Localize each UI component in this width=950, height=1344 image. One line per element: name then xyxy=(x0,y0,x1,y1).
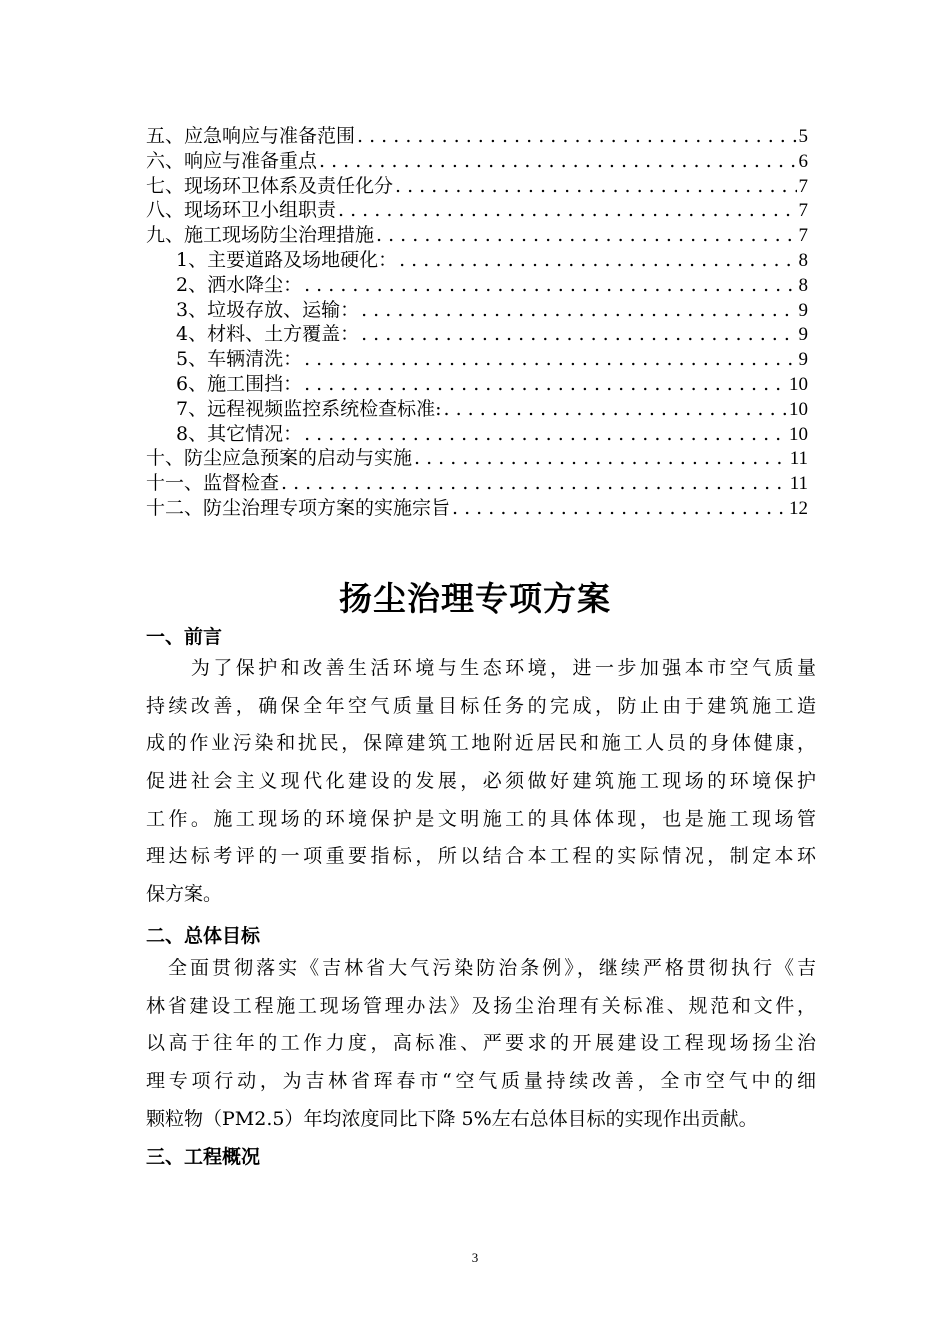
toc-entry-label: 十、防尘应急预案的启动与实施 xyxy=(146,447,413,470)
toc-dot-leader xyxy=(338,198,796,223)
toc-entry[interactable] xyxy=(146,397,808,422)
toc-entry[interactable] xyxy=(146,223,808,248)
toc-dot-leader xyxy=(444,397,788,422)
toc-entry[interactable] xyxy=(146,446,808,471)
toc-entry[interactable] xyxy=(146,174,808,199)
toc-dot-leader xyxy=(304,372,787,397)
toc-dot-leader xyxy=(376,223,796,248)
table-of-contents xyxy=(146,124,808,521)
toc-entry-label: 十二、防尘治理专项方案的实施宗旨 xyxy=(146,496,451,519)
toc-dot-leader xyxy=(304,422,787,447)
toc-entry-page: 8 xyxy=(798,249,808,271)
toc-entry-page: 9 xyxy=(798,349,808,371)
toc-entry-label: 五、应急响应与准备范围 xyxy=(146,125,356,147)
paragraph-line: 林省建设工程施工现场管理办法》及扬尘治理有关标准、规范和文件， xyxy=(146,994,816,1017)
toc-entry-label: 2、洒水降尘： xyxy=(176,273,303,296)
toc-entry[interactable] xyxy=(146,273,808,298)
toc-dot-leader xyxy=(357,124,796,149)
toc-dot-leader xyxy=(414,446,788,471)
paragraph-line: 保方案。 xyxy=(146,883,223,906)
toc-entry-label: 3、垃圾存放、运输： xyxy=(176,298,360,321)
toc-entry-label: 七、现场环卫体系及责任化分 xyxy=(146,174,394,197)
toc-entry-label: 8、其它情况： xyxy=(176,422,303,445)
toc-entry-label: 7、远程视频监控系统检查标准: xyxy=(176,397,442,420)
paragraph-line: 全面贯彻落实《吉林省大气污染防治条例》，继续严格贯彻执行《吉 xyxy=(146,957,816,979)
toc-entry-page: 11 xyxy=(789,473,808,495)
toc-entry-page: 5 xyxy=(798,126,808,147)
toc-entry[interactable] xyxy=(146,124,808,149)
toc-entry[interactable] xyxy=(146,298,808,323)
paragraph-line: 理专项行动，为吉林省珲春市“空气质量持续改善，全市空气中的细 xyxy=(146,1070,816,1093)
toc-entry[interactable] xyxy=(146,322,808,347)
overall-goal-paragraph xyxy=(146,950,816,1138)
paragraph-line: 持续改善，确保全年空气质量目标任务的完成，防止由于建筑施工造 xyxy=(146,694,816,717)
preface-paragraph xyxy=(146,650,816,914)
toc-dot-leader xyxy=(399,248,796,273)
toc-entry-label: 1、主要道路及场地硬化： xyxy=(176,248,398,271)
page-number: 3 xyxy=(471,1250,479,1265)
section-heading-project-overview: 三、工程概况 xyxy=(146,1146,261,1168)
paragraph-line: 成的作业污染和扰民，保障建筑工地附近居民和施工人员的身体健康， xyxy=(146,732,816,755)
section-heading-preface: 一、前言 xyxy=(146,626,223,648)
toc-entry-page: 6 xyxy=(798,150,808,172)
toc-entry-label: 九、施工现场防尘治理措施 xyxy=(146,224,375,247)
toc-dot-leader xyxy=(361,298,796,323)
toc-entry-label: 4、材料、土方覆盖： xyxy=(176,323,360,346)
paragraph-line: 工作。施工现场的环境保护是文明施工的具体体现，也是施工现场管 xyxy=(146,807,816,830)
toc-entry[interactable] xyxy=(146,347,808,372)
toc-dot-leader xyxy=(304,273,796,298)
toc-entry-label: 八、现场环卫小组职责 xyxy=(146,199,337,222)
toc-entry-page: 7 xyxy=(798,200,808,222)
toc-dot-leader xyxy=(361,322,796,347)
paragraph-line: 为了保护和改善生活环境与生态环境，进一步加强本市空气质量 xyxy=(146,657,816,679)
toc-entry[interactable] xyxy=(146,149,808,174)
toc-entry[interactable] xyxy=(146,372,808,397)
toc-entry[interactable] xyxy=(146,422,808,447)
toc-entry-page: 9 xyxy=(798,324,808,346)
toc-entry-label: 5、车辆清洗： xyxy=(176,348,303,371)
toc-entry[interactable] xyxy=(146,198,808,223)
toc-entry-page: 10 xyxy=(789,398,808,420)
toc-entry-label: 十一、监督检查 xyxy=(146,472,280,495)
toc-entry-label: 六、响应与准备重点 xyxy=(146,149,318,172)
toc-entry[interactable] xyxy=(146,496,808,521)
toc-entry-page: 10 xyxy=(789,423,808,445)
toc-entry[interactable] xyxy=(146,248,808,273)
toc-entry-page: 8 xyxy=(798,274,808,296)
toc-dot-leader xyxy=(281,471,788,496)
toc-entry[interactable] xyxy=(146,471,808,496)
paragraph-line: 以高于往年的工作力度，高标准、严要求的开展建设工程现场扬尘治 xyxy=(146,1032,816,1055)
toc-dot-leader xyxy=(452,496,787,521)
section-heading-overall-goal: 二、总体目标 xyxy=(146,925,261,947)
paragraph-line: 颗粒物（PM2.5）年均浓度同比下降 5%左右总体目标的实现作出贡献。 xyxy=(146,1107,758,1130)
toc-entry-page: 10 xyxy=(789,373,808,395)
toc-dot-leader xyxy=(395,174,796,199)
toc-entry-label: 6、施工围挡： xyxy=(176,372,303,395)
toc-entry-page: 12 xyxy=(789,497,808,519)
toc-dot-leader xyxy=(319,149,796,174)
paragraph-line: 促进社会主义现代化建设的发展，必须做好建筑施工现场的环境保护 xyxy=(146,770,816,793)
toc-entry-page: 7 xyxy=(798,225,808,247)
toc-entry-page: 7 xyxy=(798,175,808,197)
document-title: 扬尘治理专项方案 xyxy=(339,579,611,618)
toc-dot-leader xyxy=(304,347,796,372)
paragraph-line: 理达标考评的一项重要指标，所以结合本工程的实际情况，制定本环 xyxy=(146,845,816,868)
toc-entry-page: 9 xyxy=(798,299,808,321)
toc-entry-page: 11 xyxy=(789,448,808,470)
